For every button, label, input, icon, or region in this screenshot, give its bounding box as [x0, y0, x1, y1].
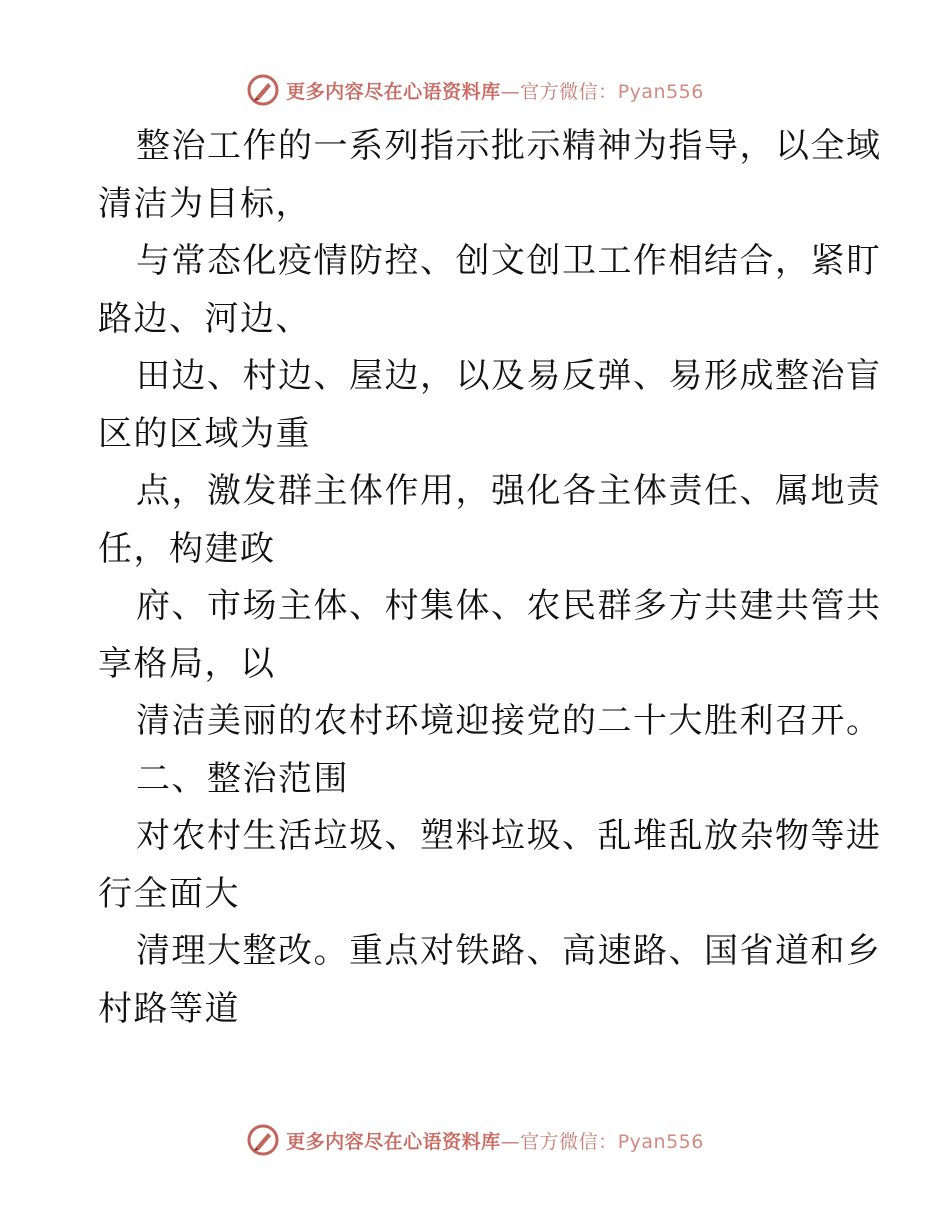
- watermark-dash: —: [500, 80, 521, 103]
- watermark-text: [286, 77, 704, 104]
- body-line: 清理大整改。重点对铁路、高速路、国省道和乡: [136, 931, 882, 971]
- body-line: 区的区域为重: [98, 413, 311, 454]
- body-line: 府、市场主体、村集体、农民群多方共建共管共: [136, 586, 882, 626]
- body-line: 整治工作的一系列指示批示精神为指导，以全域: [136, 126, 882, 166]
- body-line: 田边、村边、屋边，以及易反弹、易形成整治盲: [136, 356, 882, 396]
- body-line: 对农村生活垃圾、塑料垃圾、乱堆乱放杂物等进: [136, 816, 882, 856]
- body-line: 与常态化疫情防控、创文创卫工作相结合，紧盯: [136, 241, 882, 281]
- pen-logo-icon: [246, 1123, 280, 1157]
- watermark-label: 官方微信：: [520, 1130, 618, 1153]
- body-line: 享格局，以: [98, 643, 276, 684]
- body-line: 村路等道: [98, 988, 240, 1029]
- watermark-dash: —: [500, 1130, 521, 1153]
- body-line: 行全面大: [98, 873, 240, 914]
- watermark-text: [286, 1127, 704, 1154]
- body-line: 任，构建政: [98, 528, 276, 569]
- section-heading: 二、整治范围: [136, 758, 349, 799]
- watermark-footer: [0, 1120, 950, 1160]
- body-line: 清洁为目标，: [98, 183, 311, 224]
- document-body: [98, 118, 882, 1038]
- watermark-label: 官方微信：: [520, 80, 618, 103]
- body-line: 清洁美丽的农村环境迎接党的二十大胜利召开。: [136, 701, 882, 741]
- watermark-handle: Pyan556: [617, 80, 704, 103]
- watermark-site: 更多内容尽在心语资料库: [286, 1130, 501, 1153]
- watermark-handle: Pyan556: [617, 1130, 704, 1153]
- pen-logo-icon: [246, 73, 280, 107]
- watermark-header: [0, 70, 950, 110]
- watermark-site: 更多内容尽在心语资料库: [286, 80, 501, 103]
- body-line: 点，激发群主体作用，强化各主体责任、属地责: [136, 471, 882, 511]
- body-line: 路边、河边、: [98, 298, 311, 339]
